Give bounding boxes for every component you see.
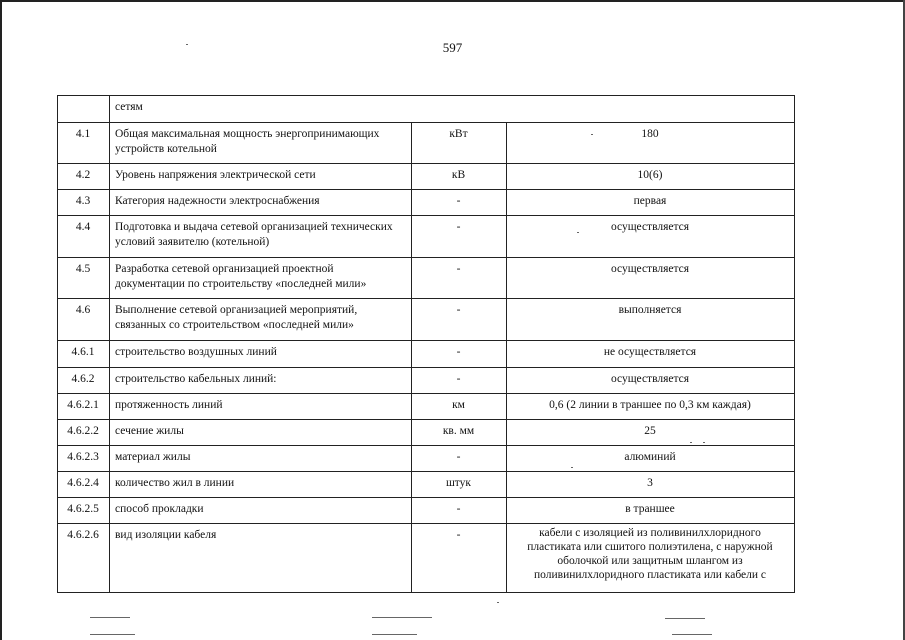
row-description: строительство кабельных линий: <box>110 368 412 394</box>
row-unit: - <box>412 299 507 341</box>
scan-border-top <box>0 0 905 2</box>
row-description: сечение жилы <box>110 420 412 446</box>
table-row <box>58 472 795 498</box>
row-number: 4.6.1 <box>58 341 110 368</box>
scan-speck <box>372 617 432 618</box>
scan-speck <box>571 467 573 468</box>
row-description: Категория надежности электроснабжения <box>110 190 412 216</box>
row-value: в траншее <box>507 498 795 524</box>
row-number: 4.5 <box>58 258 110 299</box>
scan-speck <box>591 134 593 135</box>
row-value: 25 <box>507 420 795 446</box>
row-number: 4.6.2.3 <box>58 446 110 472</box>
table-row <box>58 190 795 216</box>
row-value: не осуществляется <box>507 341 795 368</box>
scan-speck <box>672 634 712 635</box>
table-row <box>58 299 795 341</box>
row-value: алюминий <box>507 446 795 472</box>
scan-speck <box>665 618 705 619</box>
scan-speck <box>577 232 579 233</box>
row-unit: кВт <box>412 123 507 164</box>
row-number: 4.6.2.4 <box>58 472 110 498</box>
scan-speck <box>690 442 692 443</box>
row-value: осуществляется <box>507 258 795 299</box>
scan-speck <box>186 44 188 45</box>
row-unit: - <box>412 216 507 258</box>
row-description: строительство воздушных линий <box>110 341 412 368</box>
table-row <box>58 446 795 472</box>
row-description: материал жилы <box>110 446 412 472</box>
table-row <box>58 498 795 524</box>
row-number: 4.6.2.2 <box>58 420 110 446</box>
row-number: 4.2 <box>58 164 110 190</box>
scan-speck <box>497 602 499 603</box>
table-row <box>58 258 795 299</box>
row-unit: - <box>412 368 507 394</box>
row-number: 4.1 <box>58 123 110 164</box>
scan-speck <box>90 634 135 635</box>
row-unit: - <box>412 341 507 368</box>
row-value: первая <box>507 190 795 216</box>
row-number <box>58 96 110 123</box>
scan-border-left <box>0 0 2 640</box>
row-number: 4.6.2.6 <box>58 524 110 593</box>
row-unit: - <box>412 258 507 299</box>
row-number: 4.6.2.5 <box>58 498 110 524</box>
row-value: осуществляется <box>507 368 795 394</box>
row-value: 180 <box>507 123 795 164</box>
row-unit: - <box>412 498 507 524</box>
row-description: количество жил в линии <box>110 472 412 498</box>
table-row <box>58 216 795 258</box>
row-value: 3 <box>507 472 795 498</box>
table-row <box>58 96 795 123</box>
row-unit: - <box>412 524 507 593</box>
scan-speck <box>372 634 417 635</box>
specification-table-body <box>58 96 795 593</box>
page-number: 597 <box>442 40 463 55</box>
row-unit: - <box>412 446 507 472</box>
row-description: сетям <box>110 96 795 123</box>
row-value: осуществляется <box>507 216 795 258</box>
table-row <box>58 341 795 368</box>
scan-speck <box>703 442 705 443</box>
row-unit: кв. мм <box>412 420 507 446</box>
row-unit: кВ <box>412 164 507 190</box>
row-number: 4.6.2.1 <box>58 394 110 420</box>
table-row <box>58 368 795 394</box>
row-unit: км <box>412 394 507 420</box>
table-row <box>58 420 795 446</box>
row-description: Подготовка и выдача сетевой организацией технических условий заявителю (котельной) <box>110 216 412 258</box>
row-description: протяженность линий <box>110 394 412 420</box>
row-number: 4.6 <box>58 299 110 341</box>
table-row <box>58 123 795 164</box>
row-description: Разработка сетевой организацией проектной документации по строительству «последней мили» <box>110 258 412 299</box>
row-description: вид изоляции кабеля <box>110 524 412 593</box>
scan-speck <box>90 617 130 618</box>
row-number: 4.4 <box>58 216 110 258</box>
row-value: 10(6) <box>507 164 795 190</box>
row-description: Выполнение сетевой организацией мероприятий, связанных со строительством «последней мили» <box>110 299 412 341</box>
row-unit: штук <box>412 472 507 498</box>
table-row <box>58 524 795 593</box>
row-description: Уровень напряжения электрической сети <box>110 164 412 190</box>
table-row <box>58 164 795 190</box>
row-number: 4.6.2 <box>58 368 110 394</box>
row-value: 0,6 (2 линии в траншее по 0,3 км каждая) <box>507 394 795 420</box>
row-description: способ прокладки <box>110 498 412 524</box>
row-unit: - <box>412 190 507 216</box>
row-value: выполняется <box>507 299 795 341</box>
table-row <box>58 394 795 420</box>
specification-table <box>57 95 795 593</box>
row-number: 4.3 <box>58 190 110 216</box>
row-value: кабели с изоляцией из поливинилхлоридного пластиката или сшитого полиэтилена, с наружной оболочкой или защитным шлангом из поливинилхлоридного пластиката или кабели с <box>507 524 795 593</box>
row-description: Общая максимальная мощность энергопринимающих устройств котельной <box>110 123 412 164</box>
